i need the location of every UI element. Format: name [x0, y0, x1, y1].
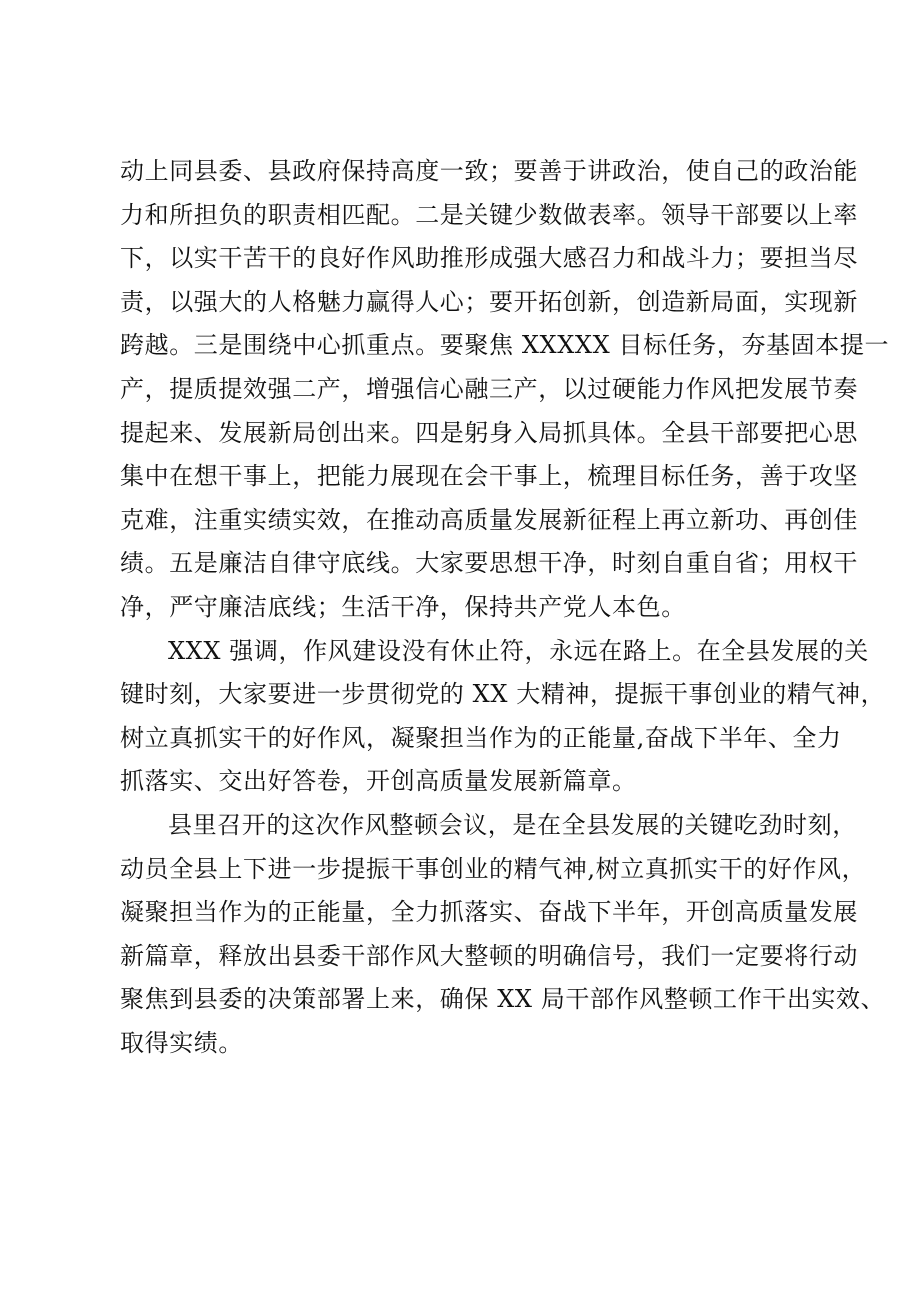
- text-line: 树立真抓实干的好作风，凝聚担当作为的正能量,奋战下半年、全力: [120, 723, 842, 752]
- text-line: 键时刻，大家要进一步贯彻党的 XX 大精神，提振干事创业的精气神，: [120, 680, 886, 709]
- paragraph-start-line: XXX 强调，作风建设没有休止符，永远在路上。在全县发展的关: [168, 636, 869, 665]
- text-line: 抓落实、交出好答卷，开创高质量发展新篇章。: [120, 767, 637, 796]
- text-line: 力和所担负的职责相匹配。二是关键少数做表率。领导干部要以上率: [120, 200, 858, 229]
- text-line: 动员全县上下进一步提振干事创业的精气神,树立真抓实干的好作风，: [120, 854, 867, 883]
- text-line: 集中在想干事上，把能力展现在会干事上，梳理目标任务，善于攻坚: [120, 462, 858, 491]
- text-line: 净，严守廉洁底线；生活干净，保持共产党人本色。: [120, 592, 686, 621]
- text-line: 下，以实干苦干的良好作风助推形成强大感召力和战斗力；要担当尽: [120, 244, 858, 273]
- text-line: 凝聚担当作为的正能量，全力抓落实、奋战下半年，开创高质量发展: [120, 898, 858, 927]
- text-line: 新篇章，释放出县委干部作风大整顿的明确信号，我们一定要将行动: [120, 941, 858, 970]
- text-line: 绩。五是廉洁自律守底线。大家要思想干净，时刻自重自省；用权干: [120, 549, 858, 578]
- body-text: [120, 150, 890, 1065]
- text-line: 提起来、发展新局创出来。四是躬身入局抓具体。全县干部要把心思: [120, 418, 858, 447]
- text-line: 动上同县委、县政府保持高度一致；要善于讲政治，使自己的政治能: [120, 157, 858, 185]
- text-line: 取得实绩。: [120, 1028, 243, 1057]
- text-line: 产，提质提效强二产，增强信心融三产，以过硬能力作风把发展节奏: [120, 374, 858, 403]
- text-line: 克难，注重实绩实效，在推动高质量发展新征程上再立新功、再创佳: [120, 505, 858, 534]
- text-line: 聚焦到县委的决策部署上来，确保 XX 局干部作风整顿工作干出实效、: [120, 985, 886, 1014]
- paragraph-start-line: 县里召开的这次作风整顿会议，是在全县发展的关键吃劲时刻，: [168, 810, 857, 839]
- text-line: 责，以强大的人格魅力赢得人心；要开拓创新，创造新局面，实现新: [120, 287, 858, 316]
- text-line: 跨越。三是围绕中心抓重点。要聚焦 XXXXX 目标任务，夯基固本提一: [120, 331, 890, 360]
